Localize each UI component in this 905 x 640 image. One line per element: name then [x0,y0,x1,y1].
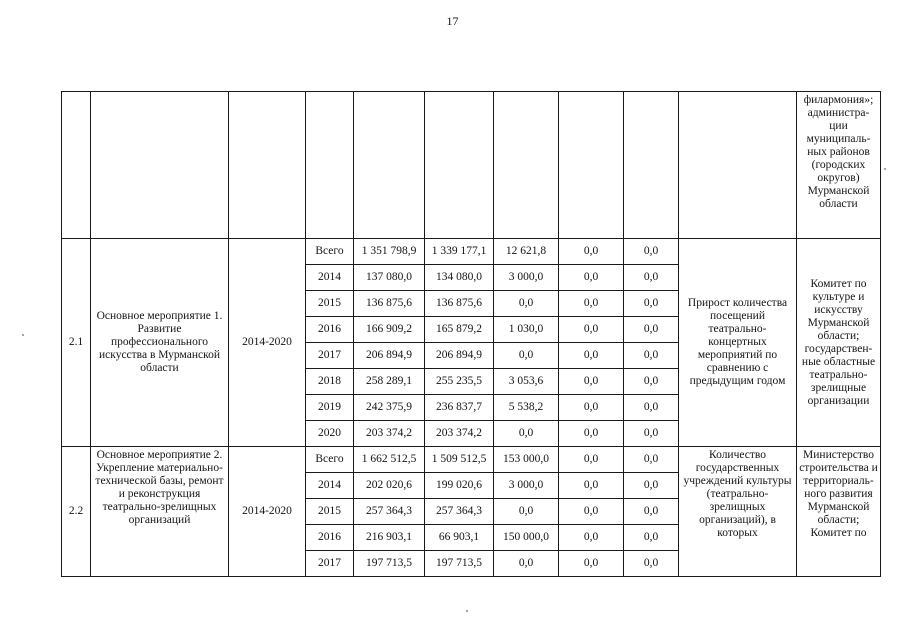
value-cell: 0,0 [559,525,624,551]
year-cell: 2014 [306,473,354,499]
carryover-value-cell [494,92,559,239]
indicator-cell: Прирост количества посещений театрально-концертных мероприятий по сравнению с предыдущим годом [679,239,797,447]
value-cell: 1 030,0 [494,317,559,343]
value-cell: 203 374,2 [425,421,494,447]
value-cell: 0,0 [624,447,679,473]
carryover-year-cell [306,92,354,239]
value-cell: 257 364,3 [425,499,494,525]
value-cell: 0,0 [559,499,624,525]
year-cell: 2016 [306,317,354,343]
value-cell: 136 875,6 [354,291,425,317]
value-cell: 0,0 [624,473,679,499]
value-cell: 5 538,2 [494,395,559,421]
year-cell: 2018 [306,369,354,395]
value-cell: 199 020,6 [425,473,494,499]
value-cell: 0,0 [624,395,679,421]
carryover-value-cell [624,92,679,239]
value-cell: 0,0 [624,421,679,447]
value-cell: 206 894,9 [425,343,494,369]
value-cell: 1 339 177,1 [425,239,494,265]
value-cell: 3 000,0 [494,265,559,291]
measure-period-cell: 2014-2020 [229,447,306,577]
value-cell: 0,0 [624,265,679,291]
year-cell: 2017 [306,343,354,369]
value-cell: 1 509 512,5 [425,447,494,473]
year-cell: 2015 [306,291,354,317]
value-cell: 202 020,6 [354,473,425,499]
value-cell: 206 894,9 [354,343,425,369]
value-cell: 0,0 [559,369,624,395]
value-cell: 0,0 [624,343,679,369]
value-cell: 0,0 [559,343,624,369]
value-cell: 3 000,0 [494,473,559,499]
value-cell: 1 351 798,9 [354,239,425,265]
value-cell: 0,0 [624,239,679,265]
year-cell: Всего [306,447,354,473]
carryover-value-cell [354,92,425,239]
value-cell: 136 875,6 [425,291,494,317]
value-cell: 137 080,0 [354,265,425,291]
value-cell: 203 374,2 [354,421,425,447]
year-cell: Всего [306,239,354,265]
value-cell: 0,0 [559,395,624,421]
value-cell: 0,0 [494,421,559,447]
value-cell: 0,0 [559,317,624,343]
year-cell: 2017 [306,551,354,577]
page-number: 17 [446,14,459,28]
value-cell: 0,0 [559,473,624,499]
indicator-cell: Количество государственных учреждений культуры (театрально-зрелищных организаций), в которых [679,447,797,577]
carryover-value-cell [559,92,624,239]
value-cell: 0,0 [559,551,624,577]
value-cell: 0,0 [624,551,679,577]
value-cell: 0,0 [624,291,679,317]
value-cell: 257 364,3 [354,499,425,525]
value-cell: 0,0 [494,499,559,525]
executor-cell: Министерство строительства и территориаль-ного развития Мурманской области; Комитет по [797,447,881,577]
carryover-value-cell [425,92,494,239]
table-row [62,447,881,473]
value-cell: 197 713,5 [425,551,494,577]
value-cell: 12 621,8 [494,239,559,265]
year-cell: 2015 [306,499,354,525]
scan-speck [884,168,886,170]
value-cell: 0,0 [559,291,624,317]
value-cell: 134 080,0 [425,265,494,291]
value-cell: 197 713,5 [354,551,425,577]
value-cell: 0,0 [624,525,679,551]
carryover-row [62,92,881,239]
executor-cell: Комитет по культуре и искусству Мурманской области; государствен-ные областные театрально-зрелищные организации [797,239,881,447]
value-cell: 0,0 [559,239,624,265]
value-cell: 0,0 [559,265,624,291]
value-cell: 236 837,7 [425,395,494,421]
value-cell: 165 879,2 [425,317,494,343]
value-cell: 258 289,1 [354,369,425,395]
scan-speck [466,610,468,612]
value-cell: 0,0 [559,421,624,447]
value-cell: 166 909,2 [354,317,425,343]
measure-period-cell: 2014-2020 [229,239,306,447]
table-row [62,239,881,265]
value-cell: 66 903,1 [425,525,494,551]
carryover-executor-cell: филармония»; администра-ции муниципаль-ных районов (городских округов) Мурманской области [797,92,881,239]
value-cell: 216 903,1 [354,525,425,551]
carryover-period-cell [229,92,306,239]
value-cell: 0,0 [624,317,679,343]
value-cell: 0,0 [494,551,559,577]
value-cell: 0,0 [494,291,559,317]
scan-speck [22,334,24,336]
carryover-indicator-cell [679,92,797,239]
value-cell: 0,0 [559,447,624,473]
measure-number-cell: 2.1 [62,239,91,447]
measure-name-cell: Основное мероприятие 1. Развитие профессионального искусства в Мурманской области [91,239,229,447]
value-cell: 0,0 [494,343,559,369]
value-cell: 3 053,6 [494,369,559,395]
value-cell: 242 375,9 [354,395,425,421]
measure-number-cell: 2.2 [62,447,91,577]
year-cell: 2016 [306,525,354,551]
program-table [61,91,881,577]
year-cell: 2014 [306,265,354,291]
value-cell: 0,0 [624,369,679,395]
value-cell: 255 235,5 [425,369,494,395]
value-cell: 1 662 512,5 [354,447,425,473]
measure-name-cell: Основное мероприятие 2. Укрепление материально-технической базы, ремонт и реконструкция театрально-зрелищных организаций [91,447,229,577]
carryover-name-cell [91,92,229,239]
year-cell: 2020 [306,421,354,447]
year-cell: 2019 [306,395,354,421]
value-cell: 0,0 [624,499,679,525]
carryover-num-cell [62,92,91,239]
value-cell: 150 000,0 [494,525,559,551]
value-cell: 153 000,0 [494,447,559,473]
